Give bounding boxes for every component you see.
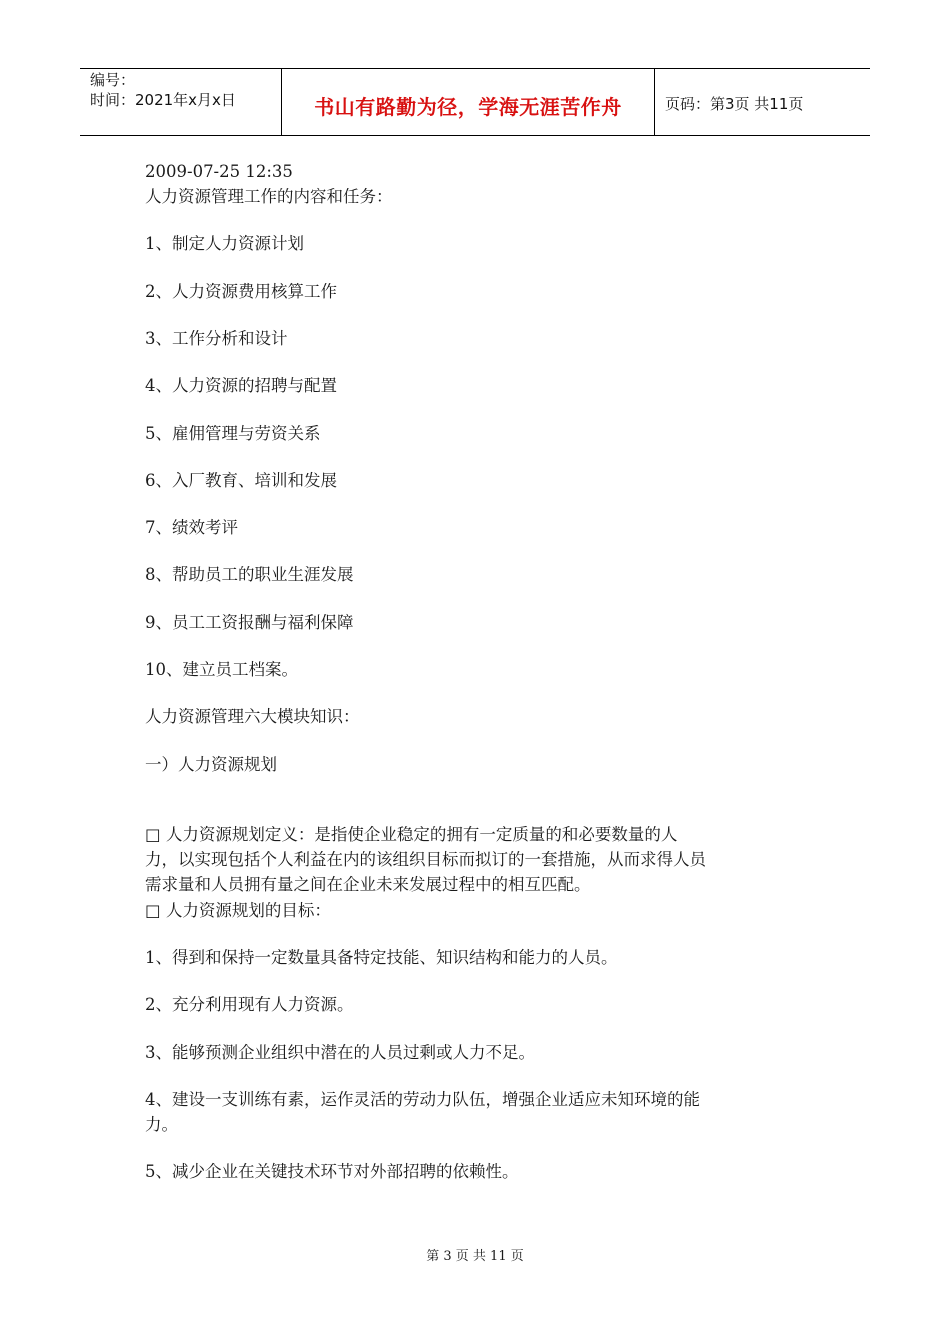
goal-item-4-continued: 力。 [145,1115,178,1134]
header-motto-cell [282,69,655,135]
task-item-4: 4、人力资源的招聘与配置 [145,376,337,395]
header-page-cell [655,69,870,135]
task-item-1: 1、制定人力资源计划 [145,234,304,253]
goal-item-5: 5、减少企业在关键技术环节对外部招聘的依赖性。 [145,1162,519,1181]
goal-item-2: 2、充分利用现有人力资源。 [145,995,354,1014]
goal-item-1: 1、得到和保持一定数量具备特定技能、知识结构和能力的人员。 [145,948,618,967]
definition-line-1: □ 人力资源规划定义：是指使企业稳定的拥有一定质量的和必要数量的人 [145,825,678,844]
tasks-intro: 人力资源管理工作的内容和任务： [145,187,393,206]
goal-item-4: 4、建设一支训练有素，运作灵活的劳动力队伍，增强企业适应未知环境的能 [145,1090,700,1109]
task-item-8: 8、帮助员工的职业生涯发展 [145,565,354,584]
task-item-5: 5、雇佣管理与劳资关系 [145,424,321,443]
page-header [80,68,870,136]
header-meta-cell [80,69,282,135]
goals-title: □ 人力资源规划的目标： [145,901,331,920]
header-motto: 书山有路勤为径，学海无涯苦作舟 [314,95,622,119]
task-item-10: 10、建立员工档案。 [145,660,298,679]
document-number-label: 编号： [90,71,136,89]
modules-title: 人力资源管理六大模块知识： [145,707,360,726]
header-page-info: 页码：第3页 共11页 [665,95,804,113]
task-item-2: 2、人力资源费用核算工作 [145,282,337,301]
page-footer: 第 3 页 共 11 页 [426,1249,524,1264]
task-item-3: 3、工作分析和设计 [145,329,288,348]
task-item-9: 9、员工工资报酬与福利保障 [145,613,354,632]
task-item-7: 7、绩效考评 [145,518,238,537]
definition-line-2: 力，以实现包括个人利益在内的该组织目标而拟订的一套措施，从而求得人员 [145,850,706,869]
definition-line-3: 需求量和人员拥有量之间在企业未来发展过程中的相互匹配。 [145,875,591,894]
post-date: 2009-07-25 12:35 [145,162,293,181]
section-title: 一）人力资源规划 [145,755,277,774]
document-time-label: 时间：2021年x月x日 [90,91,236,109]
goal-item-3: 3、能够预测企业组织中潜在的人员过剩或人力不足。 [145,1043,535,1062]
task-item-6: 6、入厂教育、培训和发展 [145,471,337,490]
